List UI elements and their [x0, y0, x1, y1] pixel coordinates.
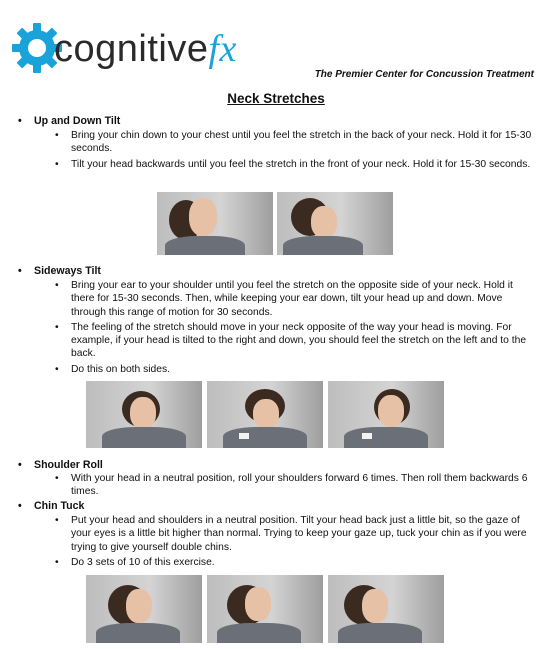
logo-main-text: cognitive	[54, 28, 209, 70]
photo-chin-tuck-gaze-up	[207, 575, 323, 643]
list-item: • With your head in a neutral position, roll your shoulders forward 6 times. Then roll them backwards 6 times.	[52, 472, 532, 499]
photo-chin-up	[157, 192, 273, 255]
section-list-shoulder-roll	[52, 472, 532, 501]
bullet-icon: •	[18, 265, 22, 277]
tagline: The Premier Center for Concussion Treatment	[314, 69, 534, 80]
section-list-sideways-tilt	[52, 279, 532, 378]
section-heading-text: Chin Tuck	[34, 500, 85, 512]
section-list-up-down-tilt	[52, 129, 532, 173]
logo-accent-text: fx	[208, 28, 237, 70]
bullet-icon: •	[18, 500, 22, 512]
photo-chin-down	[277, 192, 393, 255]
section-heading-up-down-tilt	[18, 115, 120, 127]
list-item: • Do this on both sides.	[52, 363, 532, 376]
photo-chin-tuck-tucked	[328, 575, 444, 643]
section-heading-text: Sideways Tilt	[34, 265, 101, 277]
section-heading-text: Shoulder Roll	[34, 459, 103, 471]
photo-tilt-side-down	[86, 381, 202, 448]
list-item: • Do 3 sets of 10 of this exercise.	[52, 556, 532, 569]
section-heading-shoulder-roll	[18, 459, 103, 471]
list-item: • Tilt your head backwards until you feel the stretch in the front of your neck. Hold it for 15-30 seconds.	[52, 158, 532, 171]
cognitivefx-logo	[10, 21, 237, 79]
list-item: • Bring your ear to your shoulder until you feel the stretch on the opposite side of your neck. Hold it there for 15-30 seconds. Then, while keeping your ear down, tilt your head up and down. Move through this range of motion for 30 seconds.	[52, 279, 532, 319]
photo-tilt-side	[207, 381, 323, 448]
bullet-icon: •	[18, 115, 22, 127]
section-list-chin-tuck	[52, 514, 532, 571]
photo-tilt-side-up	[328, 381, 444, 448]
bullet-icon: •	[18, 459, 22, 471]
list-item: • The feeling of the stretch should move in your neck opposite of the way your head is moving. For example, if your head is tilted to the right and down, you should feel the stretch on the left and to the back.	[52, 321, 532, 361]
section-heading-chin-tuck	[18, 500, 84, 512]
section-heading-sideways-tilt	[18, 265, 101, 277]
photo-chin-tuck-neutral	[86, 575, 202, 643]
logo-wordmark	[54, 27, 237, 71]
section-heading-text: Up and Down Tilt	[34, 115, 121, 127]
list-item: • Bring your chin down to your chest until you feel the stretch in the back of your neck. Hold it for 15-30 seconds.	[52, 129, 532, 156]
list-item: • Put your head and shoulders in a neutral position. Tilt your head back just a little bit, so the gaze of your eyes is a little bit higher than normal. Trying to keep your gaze up, tuck your chin as if you were trying to give yourself double chins.	[52, 514, 532, 554]
page-title: Neck Stretches	[227, 91, 325, 106]
